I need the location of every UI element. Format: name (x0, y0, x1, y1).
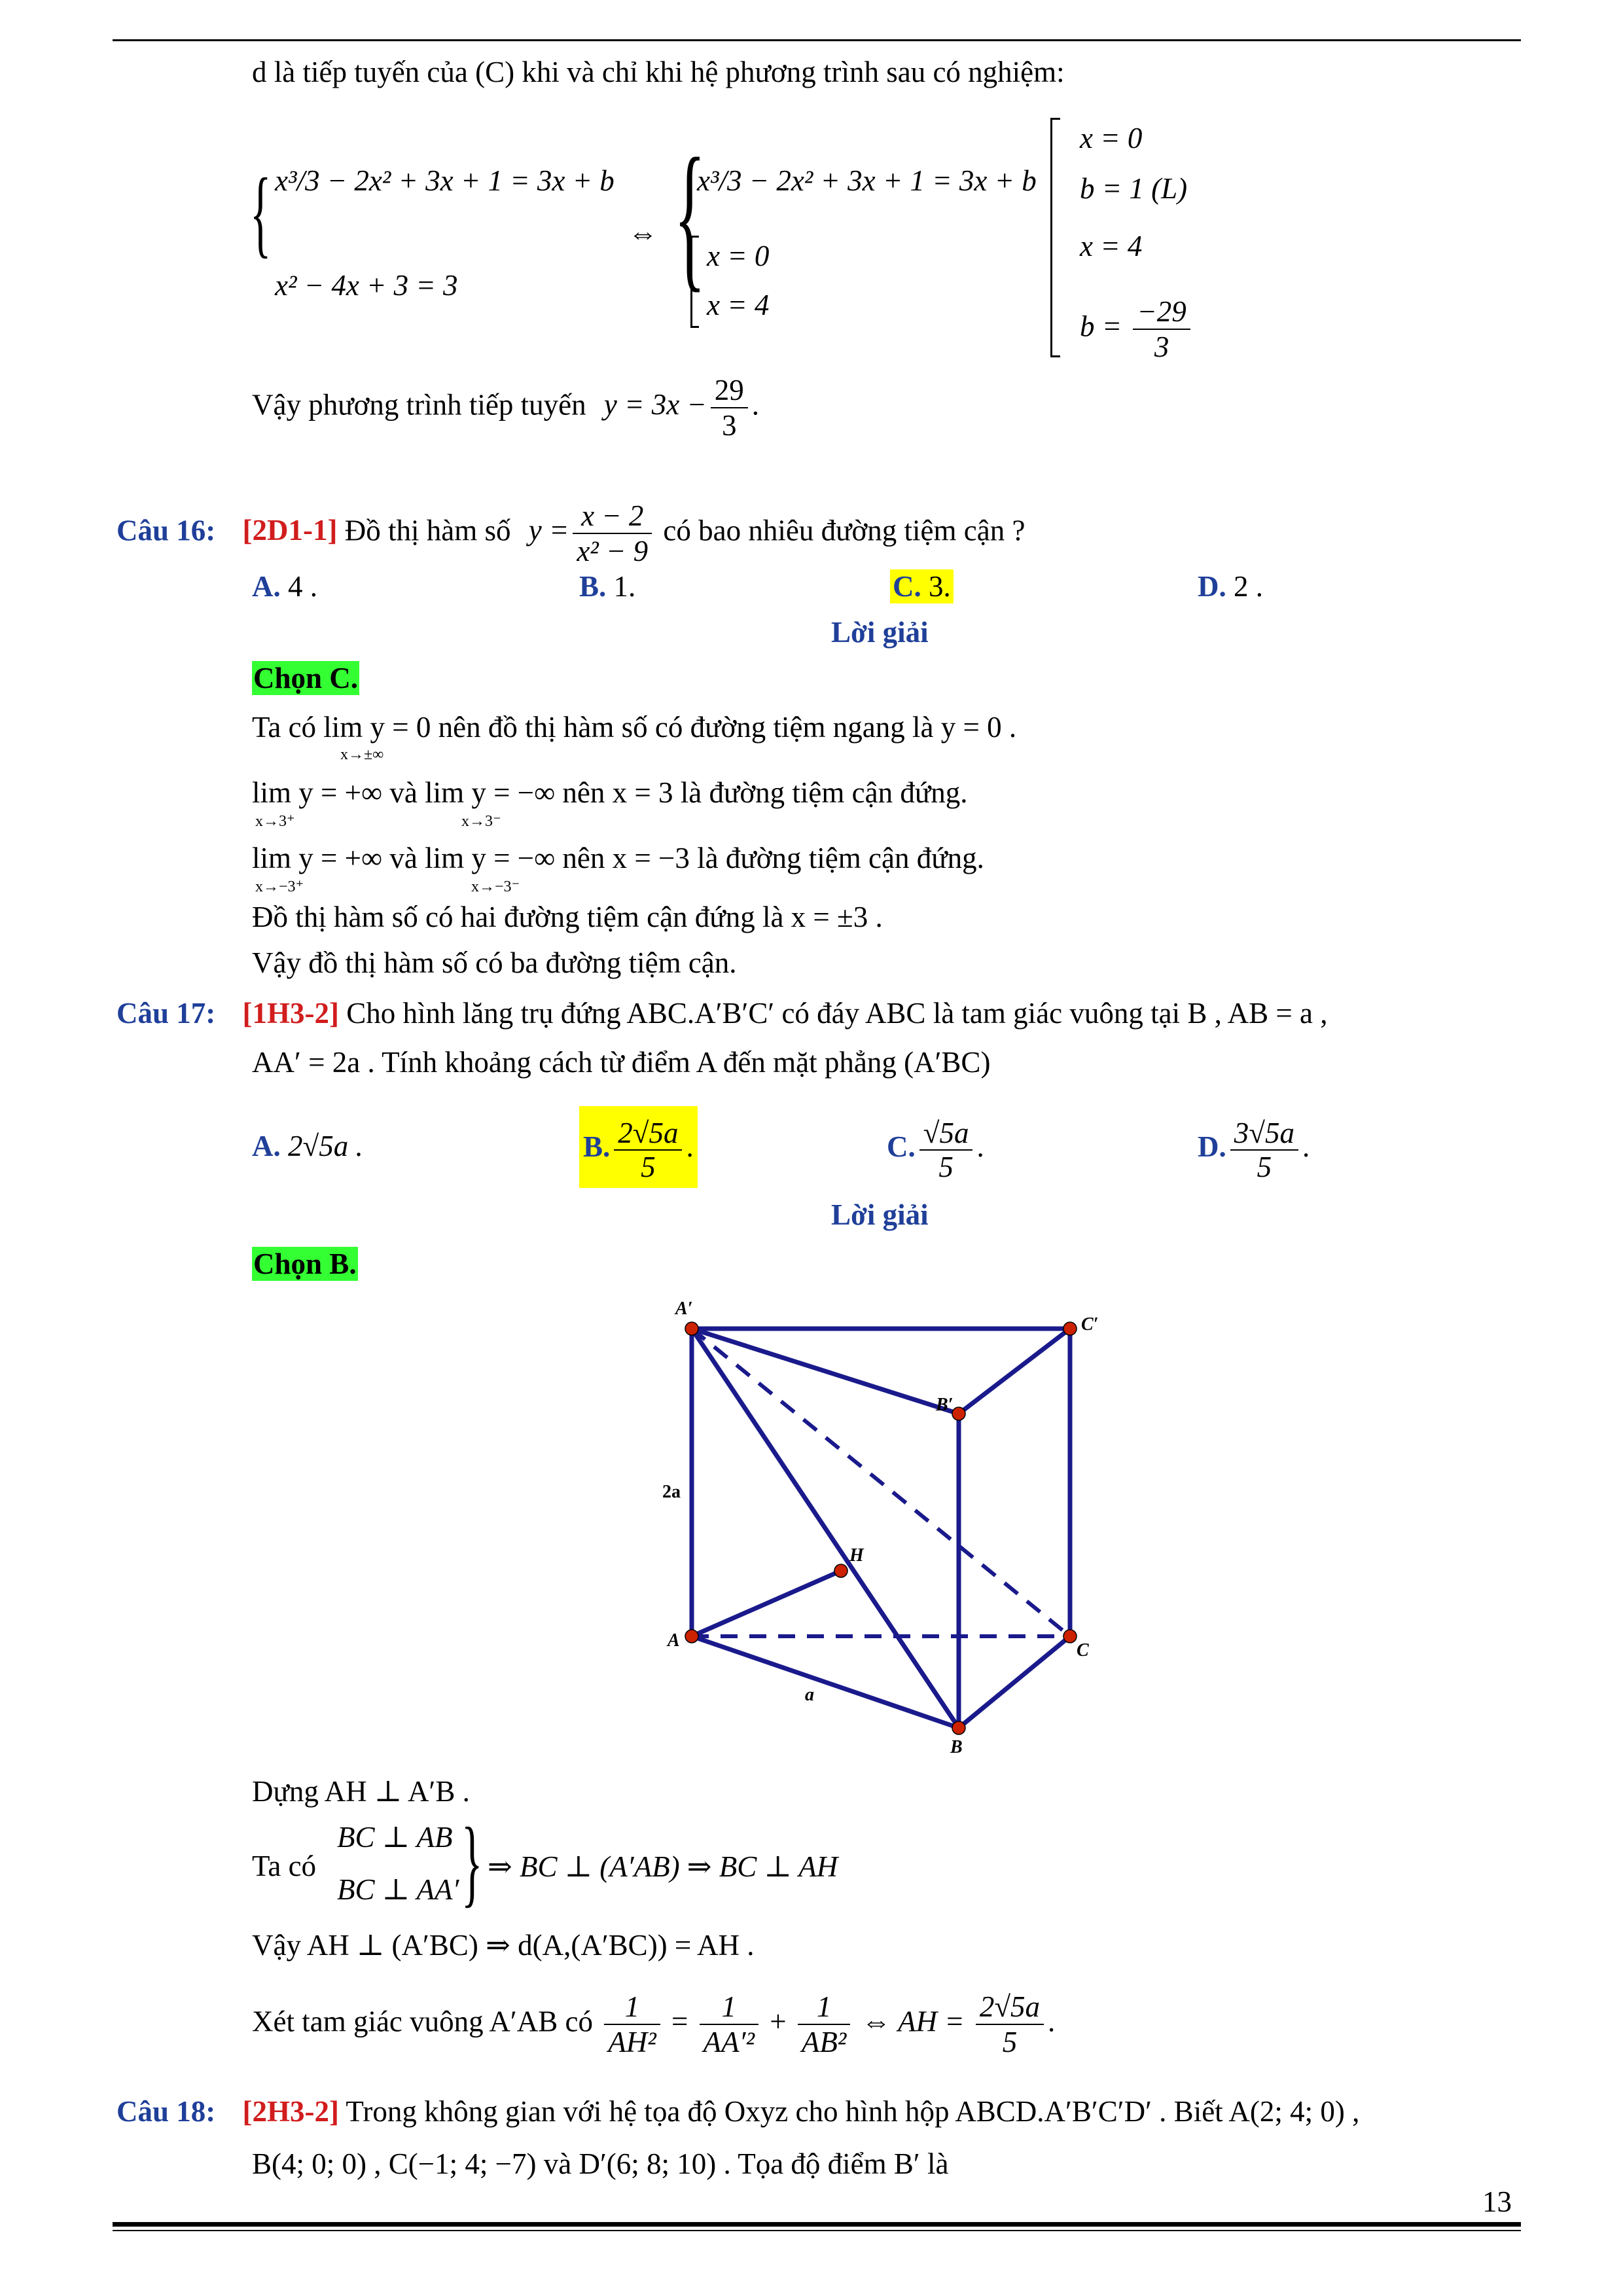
segment-a-h (692, 1571, 841, 1636)
prism-figure (641, 1296, 1126, 1754)
system2-brace: { (674, 125, 705, 306)
q17-solution-ta-co: Ta có (252, 1850, 317, 1882)
result-b1: b = 1 (L) (1080, 172, 1188, 205)
footer-rule-thin (113, 2230, 1521, 2231)
q16-solution-title: Lời giải (831, 616, 929, 649)
question-16-tag: [2D1-1] (242, 514, 338, 547)
q17-solution-implication: ⇒ BC ⊥ (A′AB) ⇒ BC ⊥ AH (488, 1850, 838, 1883)
q17-answer: Chọn B. (253, 1247, 357, 1280)
question-17-text-line1: Cho hình lăng trụ đứng ABC.A′B′C′ có đáy ABC là tam giác vuông tại B , AB = a , (346, 997, 1328, 1030)
point-c (1063, 1630, 1077, 1643)
q17-option-d[interactable]: D. $\frac{3√5a}{5}$ . (1198, 1116, 1310, 1183)
edge-aprime-bprime (692, 1329, 959, 1414)
system2-equation1: x³/3 − 2x² + 3x + 1 = 3x + b (697, 164, 1037, 197)
edge-bprime-cprime (959, 1329, 1070, 1414)
label-aprime: A′ (675, 1299, 693, 1319)
q16-solution-line-3: lim y = +∞ và lim y = −∞ nên x = −3 là đường tiệm cận đứng. (252, 842, 984, 874)
label-h: H (849, 1545, 864, 1566)
edge-aprime-b (692, 1329, 959, 1728)
q17-option-a[interactable]: A. 2√5a . (252, 1130, 363, 1162)
q17-option-c[interactable]: C. $\frac{√5a}{5}$ . (887, 1116, 984, 1183)
question-18-tag: [2H3-2] (242, 2095, 339, 2128)
point-b (952, 1721, 965, 1734)
q17-solution-line-3: Vậy AH ⊥ (A′BC) ⇒ d(A,(A′BC)) = AH . (252, 1929, 755, 1962)
label-bprime: B′ (936, 1395, 954, 1415)
page-number: 13 (1482, 2185, 1512, 2218)
header-rule (113, 39, 1521, 41)
q17-solution-title: Lời giải (831, 1198, 929, 1231)
point-a (685, 1630, 698, 1643)
point-aprime (685, 1322, 698, 1335)
result-b2: b = $\frac{-29}{3}$ (1080, 295, 1194, 364)
system2-case-x4: x = 4 (707, 289, 770, 321)
q16-lim-sub-3: x→3⁻ (461, 813, 501, 830)
question-16-label: Câu 16: (116, 514, 216, 547)
equivalence-symbol: ⇔ (628, 217, 658, 249)
q17-option-b[interactable]: B. $\frac{2√5a}{5}$ . (579, 1106, 698, 1188)
q16-option-c[interactable]: C. 3. (890, 569, 954, 603)
edge-a-b (692, 1636, 959, 1728)
system1-equation2: x² − 4x + 3 = 3 (275, 269, 458, 302)
question-17-header (116, 996, 1327, 1030)
q17-solution-line-4: Xét tam giác vuông A′AB có $\frac{1}{\text{AH²}}$ = $\frac{1}{\text{AA′²}}$ + $\frac{1}{\text{AB²}}$ ⇔ AH = $\frac{2√5a}{5}$ . (252, 1990, 1056, 2058)
system2-case-x0: x = 0 (707, 240, 770, 272)
q16-option-b[interactable]: B. 1. (579, 570, 636, 603)
point-h (834, 1564, 847, 1577)
point-cprime (1063, 1322, 1077, 1335)
question-16-text-b: có bao nhiêu đường tiệm cận ? (663, 514, 1026, 547)
q16-solution-line-5: Vậy đồ thị hàm số có ba đường tiệm cận. (252, 946, 737, 979)
question-16-function: $\frac{x - 2}{\text{x² − 9}}$ (573, 499, 652, 568)
question-16-text-a: Đồ thị hàm số (344, 514, 511, 547)
q17-solution-sys-2: BC ⊥ AA′ (337, 1873, 459, 1906)
question-18-label: Câu 18: (116, 2095, 216, 2128)
label-a: A (668, 1630, 680, 1651)
system2-case-bracket (690, 236, 699, 328)
result-x4: x = 4 (1080, 230, 1143, 262)
question-17-tag: [1H3-2] (242, 997, 339, 1030)
q16-lim-sub-5: x→−3⁻ (471, 878, 520, 895)
q17-solution-sys-1: BC ⊥ AB (337, 1821, 453, 1854)
label-c: C (1077, 1640, 1089, 1660)
question-18-text-line2: B(4; 0; 0) , C(−1; 4; −7) và D′(6; 8; 10) . Tọa độ điểm B′ là (252, 2147, 949, 2180)
q16-solution-line-4: Đồ thị hàm số có hai đường tiệm cận đứng là x = ±3 . (252, 901, 883, 933)
edge-b-c (959, 1636, 1070, 1728)
result-x0: x = 0 (1080, 122, 1143, 154)
point-bprime (952, 1407, 965, 1420)
label-base: a (805, 1685, 814, 1705)
system1-equation1: x³/3 − 2x² + 3x + 1 = 3x + b (275, 164, 615, 197)
label-cprime: C′ (1081, 1314, 1099, 1335)
q16-solution-line-2: lim y = +∞ và lim y = −∞ nên x = 3 là đường tiệm cận đứng. (252, 776, 968, 809)
q17-solution-sys-brace: } (461, 1808, 483, 1916)
footer-rule-thick (113, 2222, 1521, 2227)
question-17-label: Câu 17: (116, 997, 216, 1030)
q16-lim-sub-2: x→3⁺ (255, 813, 295, 830)
system-brace-left: { (250, 158, 272, 267)
q16-solution-line-1: Ta có lim y = 0 nên đồ thị hàm số có đường tiệm ngang là y = 0 . (252, 711, 1017, 744)
question-18-header (116, 2094, 1359, 2128)
q16-lim-sub-4: x→−3⁺ (255, 878, 304, 895)
tangent-condition-line: d là tiếp tuyến của (C) khi và chỉ khi hệ phương trình sau có nghiệm: (252, 56, 1065, 88)
question-16-header: Câu 16: [2D1-1] Đồ thị hàm số y = $\frac{x - 2}{\text{x² − 9}}$ có bao nhiêu đường tiệm cận ? (116, 499, 1026, 567)
question-18-text-line1: Trong không gian với hệ tọa độ Oxyz cho hình hộp ABCD.A′B′C′D′ . Biết A(2; 4; 0) , (346, 2095, 1360, 2128)
tangent-conclusion: Vậy phương trình tiếp tuyến y = 3x − $\frac{29}{3}$ . (252, 374, 760, 442)
result-case-bracket (1050, 118, 1060, 357)
q16-option-a[interactable]: A. 4 . (252, 570, 317, 603)
question-17-text-line2: AA′ = 2a . Tính khoảng cách từ điểm A đến mặt phẳng (A′BC) (252, 1046, 991, 1079)
q16-option-d[interactable]: D. 2 . (1198, 570, 1263, 603)
label-b: B (950, 1737, 963, 1754)
q16-lim-sub-1: x→±∞ (340, 746, 384, 763)
q17-solution-line-1: Dựng AH ⊥ A′B . (252, 1775, 470, 1808)
label-height: 2a (662, 1482, 681, 1502)
q16-answer: Chọn C. (253, 662, 359, 694)
